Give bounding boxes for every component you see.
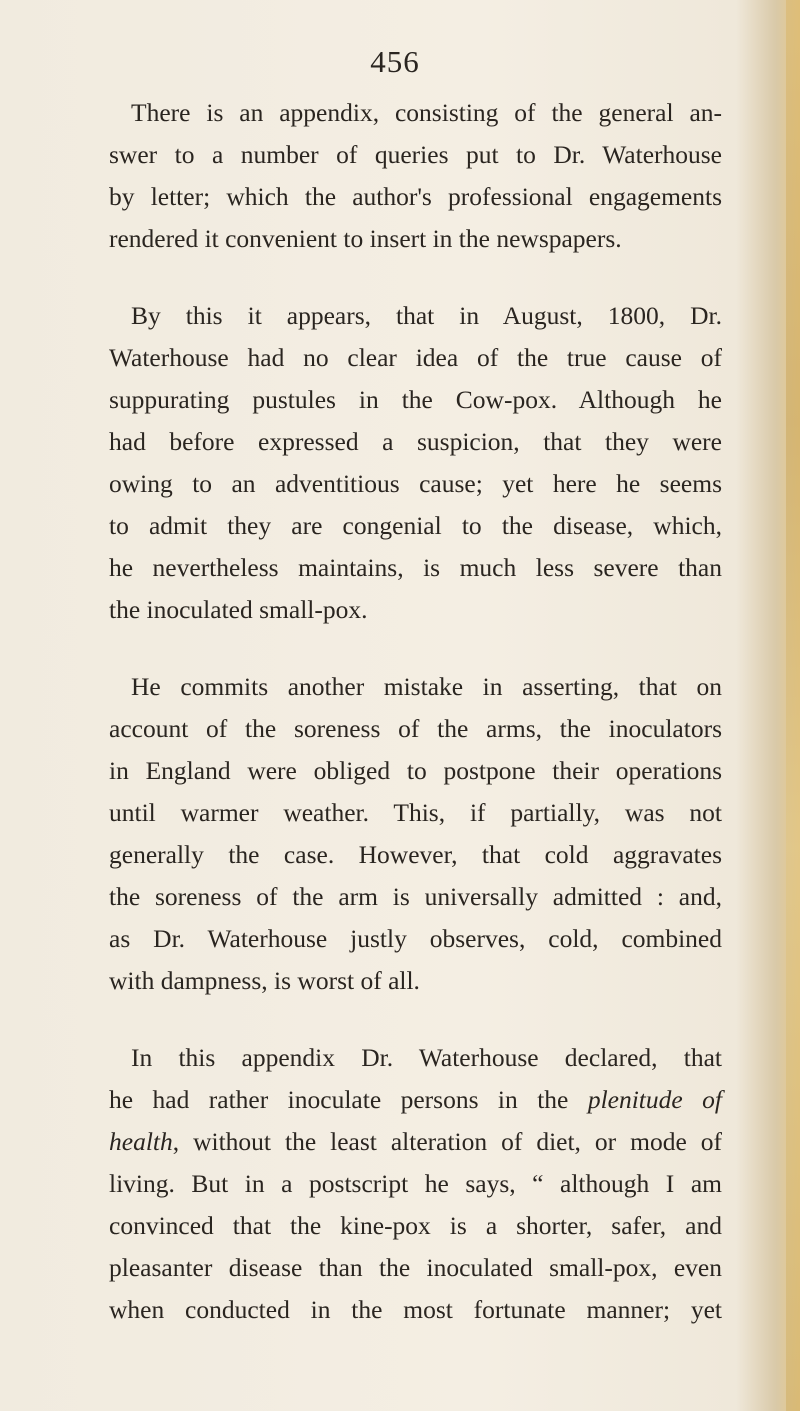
text-line: Waterhouse had no clear idea of the true cause of	[109, 343, 722, 372]
italic-phrase: health	[109, 1127, 173, 1156]
text-line: until warmer weather. This, if partially, was not	[109, 798, 722, 827]
italic-phrase: plenitude of	[587, 1085, 722, 1114]
text-line: he nevertheless maintains, is much less severe than	[109, 553, 722, 582]
text-line: In this appendix Dr. Waterhouse declared, that	[131, 1043, 722, 1072]
text-line: suppurating pustules in the Cow-pox. Although he	[109, 385, 722, 414]
text-line: living. But in a postscript he says, “ although I am	[109, 1169, 722, 1198]
text-line	[109, 1079, 722, 1121]
paragraph-2	[109, 295, 722, 631]
text-line: He commits another mistake in asserting, that on	[131, 672, 722, 701]
text-line: with dampness, is worst of all.	[109, 966, 420, 995]
text-line: owing to an adventitious cause; yet here he seems	[109, 469, 722, 498]
page-body	[109, 92, 722, 1331]
text-line: the soreness of the arm is universally admitted : and,	[109, 882, 722, 911]
text-segment: he had rather inoculate persons in the	[109, 1085, 588, 1114]
text-segment: , without the least alteration of diet, or mode of	[172, 1127, 722, 1156]
text-line: rendered it convenient to insert in the newspapers.	[109, 224, 622, 253]
text-line: as Dr. Waterhouse justly observes, cold, combined	[109, 924, 722, 953]
text-line: There is an appendix, consisting of the general an-	[131, 98, 722, 127]
text-line: account of the soreness of the arms, the inoculators	[109, 714, 722, 743]
text-line: to admit they are congenial to the disease, which,	[109, 511, 722, 540]
paragraph-1	[109, 92, 722, 260]
page-number: 456	[370, 44, 420, 79]
text-line	[109, 1121, 722, 1163]
text-line: swer to a number of queries put to Dr. Waterhouse	[109, 140, 722, 169]
text-line: by letter; which the author's professional engagements	[109, 182, 722, 211]
text-line: the inoculated small-pox.	[109, 595, 368, 624]
paragraph-3	[109, 666, 722, 1002]
page-edge	[786, 0, 800, 1411]
text-line: convinced that the kine-pox is a shorter, safer, and	[109, 1211, 722, 1240]
text-line: in England were obliged to postpone their operations	[109, 756, 722, 785]
text-line: By this it appears, that in August, 1800, Dr.	[131, 301, 722, 330]
text-line: when conducted in the most fortunate manner; yet	[109, 1295, 722, 1324]
paragraph-4	[109, 1037, 722, 1331]
text-line: pleasanter disease than the inoculated small-pox, even	[109, 1253, 722, 1282]
text-line: generally the case. However, that cold aggravates	[109, 840, 722, 869]
text-line: had before expressed a suspicion, that they were	[109, 427, 722, 456]
